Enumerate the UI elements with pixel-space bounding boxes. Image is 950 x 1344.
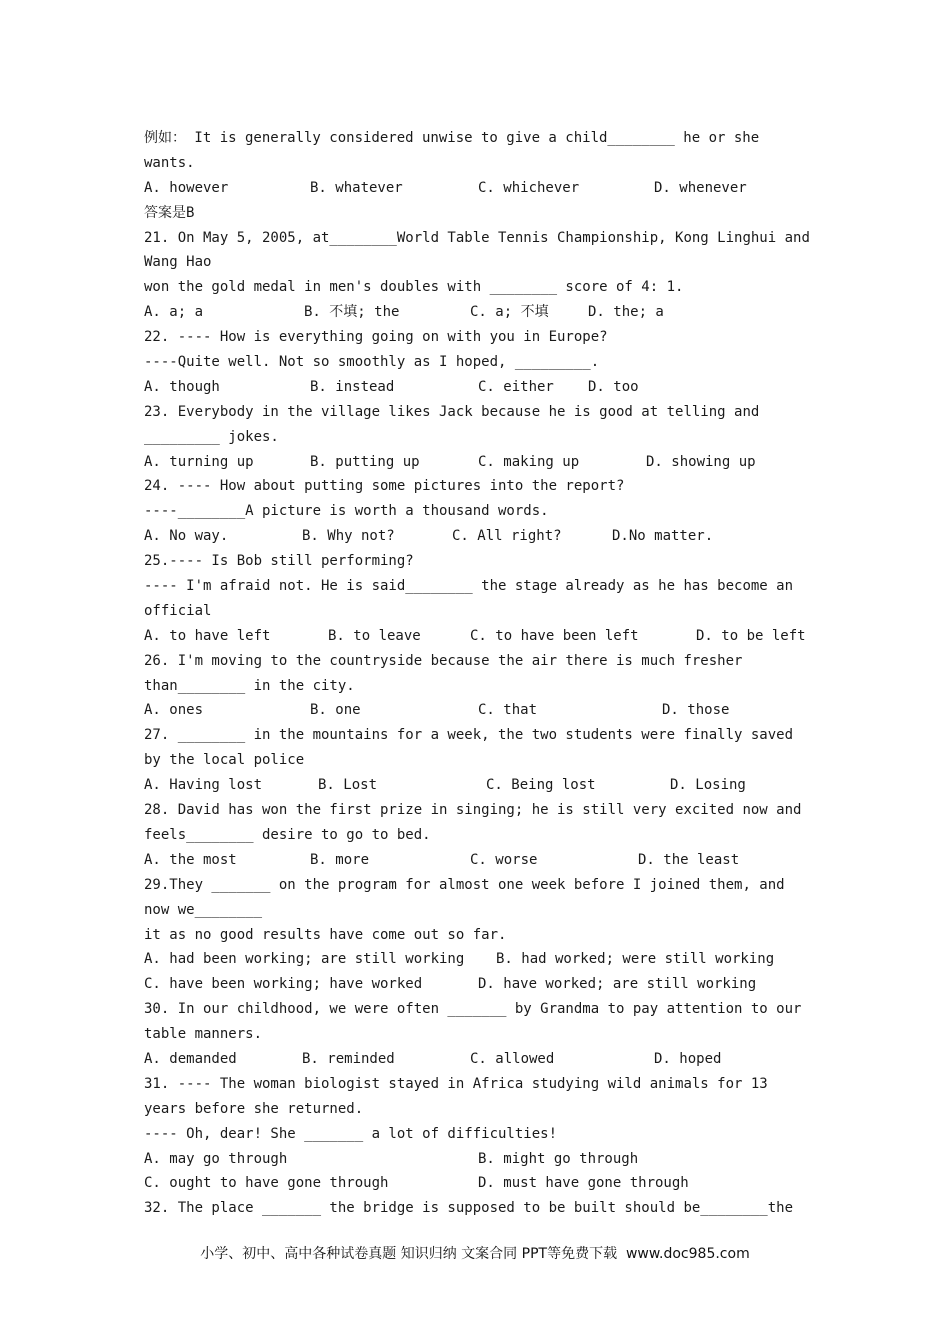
option-a: A. had been working; are still working xyxy=(144,951,465,968)
question-text: now we________ xyxy=(144,901,263,918)
option-d: D. those xyxy=(662,702,730,719)
question-text: _________ jokes. xyxy=(144,428,279,445)
option-c: C. allowed xyxy=(470,1050,555,1067)
question-text: than________ in the city. xyxy=(144,677,355,694)
question-options xyxy=(144,375,824,400)
option-d: D.No matter. xyxy=(612,528,714,545)
option-c: C. worse xyxy=(470,851,538,868)
question-text: table manners. xyxy=(144,1026,263,1043)
question-list xyxy=(144,126,824,1221)
option-b: B. 不填; the xyxy=(304,304,400,321)
option-d: D. Losing xyxy=(670,777,746,794)
option-b: B. instead xyxy=(310,378,395,395)
question-options xyxy=(144,624,824,649)
question-text: 30. In our childhood, we were often _______ by Grandma to pay attention to our xyxy=(144,1001,802,1018)
question-options xyxy=(144,1147,824,1172)
option-a: A. however xyxy=(144,179,229,196)
option-a: A. Having lost xyxy=(144,777,263,794)
question-text: 21. On May 5, 2005, at________World Table Tennis Championship, Kong Linghui and xyxy=(144,229,810,246)
question-options xyxy=(144,698,824,723)
option-b: B. more xyxy=(310,851,370,868)
question-options xyxy=(144,947,824,972)
question-text: ---- Oh, dear! She _______ a lot of difficulties! xyxy=(144,1125,558,1142)
question-text: 28. David has won the first prize in singing; he is still very excited now and xyxy=(144,802,802,819)
question-options xyxy=(144,450,824,475)
example-options xyxy=(144,176,824,201)
question-text: ----________A picture is worth a thousand words. xyxy=(144,503,549,520)
example-line: wants. xyxy=(144,154,195,171)
question-text: years before she returned. xyxy=(144,1100,364,1117)
option-a: A. the most xyxy=(144,851,237,868)
option-a: A. though xyxy=(144,378,220,395)
question-text: 27. ________ in the mountains for a week, the two students were finally saved xyxy=(144,727,794,744)
question-options xyxy=(144,1047,824,1072)
question-options xyxy=(144,848,824,873)
option-d: D. to be left xyxy=(696,627,806,644)
example-answer: 答案是B xyxy=(144,204,195,221)
question-text: official xyxy=(144,602,212,619)
question-text: it as no good results have come out so far. xyxy=(144,926,507,943)
option-d: D. hoped xyxy=(654,1050,722,1067)
option-a: A. demanded xyxy=(144,1050,237,1067)
option-b: B. putting up xyxy=(310,453,420,470)
option-d: D. whenever xyxy=(654,179,747,196)
option-d: D. too xyxy=(588,378,639,395)
question-text: 22. ---- How is everything going on with you in Europe? xyxy=(144,329,608,346)
option-d: D. have worked; are still working xyxy=(478,976,757,993)
option-a: A. turning up xyxy=(144,453,254,470)
option-b: B. had worked; were still working xyxy=(496,951,775,968)
question-text: Wang Hao xyxy=(144,254,212,271)
question-text: 32. The place _______ the bridge is supposed to be built should be________the xyxy=(144,1200,794,1217)
option-a: A. may go through xyxy=(144,1150,288,1167)
option-c: C. ought to have gone through xyxy=(144,1175,389,1192)
question-text: feels________ desire to go to bed. xyxy=(144,826,431,843)
option-b: B. whatever xyxy=(310,179,403,196)
option-d: D. must have gone through xyxy=(478,1175,689,1192)
question-options xyxy=(144,1171,824,1196)
option-c: C. to have been left xyxy=(470,627,639,644)
question-text: by the local police xyxy=(144,752,305,769)
question-text: 31. ---- The woman biologist stayed in Africa studying wild animals for 13 xyxy=(144,1075,768,1092)
question-text: 26. I'm moving to the countryside because the air there is much fresher xyxy=(144,652,743,669)
option-d: D. the least xyxy=(638,851,740,868)
option-b: B. reminded xyxy=(302,1050,395,1067)
option-c: C. a; 不填 xyxy=(470,304,549,321)
question-text: ---- I'm afraid not. He is said________ the stage already as he has become an xyxy=(144,578,794,595)
question-options xyxy=(144,524,824,549)
question-text: 23. Everybody in the village likes Jack because he is good at telling and xyxy=(144,403,760,420)
question-text: ----Quite well. Not so smoothly as I hoped, _________. xyxy=(144,354,600,371)
question-text: 25.---- Is Bob still performing? xyxy=(144,553,414,570)
option-a: A. No way. xyxy=(144,528,229,545)
question-text: 29.They _______ on the program for almost one week before I joined them, and xyxy=(144,876,785,893)
example-line: 例如： It is generally considered unwise to give a child________ he or she xyxy=(144,130,760,146)
option-d: D. showing up xyxy=(646,453,756,470)
option-c: C. that xyxy=(478,702,538,719)
option-a: A. a; a xyxy=(144,304,204,321)
question-options xyxy=(144,773,824,798)
question-options xyxy=(144,300,824,325)
option-c: C. making up xyxy=(478,453,580,470)
option-b: B. one xyxy=(310,702,361,719)
question-text: won the gold medal in men's doubles with ________ score of 4: 1. xyxy=(144,279,684,296)
option-b: B. Why not? xyxy=(302,528,395,545)
option-a: A. ones xyxy=(144,702,204,719)
option-c: C. All right? xyxy=(452,528,562,545)
page-footer: 小学、初中、高中各种试卷真题 知识归纳 文案合同 PPT等免费下载 www.doc985.com xyxy=(200,1246,750,1262)
option-a: A. to have left xyxy=(144,627,271,644)
option-b: B. might go through xyxy=(478,1150,639,1167)
option-d: D. the; a xyxy=(588,304,664,321)
question-options xyxy=(144,972,824,997)
option-c: C. whichever xyxy=(478,179,580,196)
option-c: C. have been working; have worked xyxy=(144,976,423,993)
option-c: C. Being lost xyxy=(486,777,596,794)
option-b: B. to leave xyxy=(328,627,421,644)
question-text: 24. ---- How about putting some pictures into the report? xyxy=(144,478,625,495)
option-c: C. either xyxy=(478,378,554,395)
option-b: B. Lost xyxy=(318,777,378,794)
